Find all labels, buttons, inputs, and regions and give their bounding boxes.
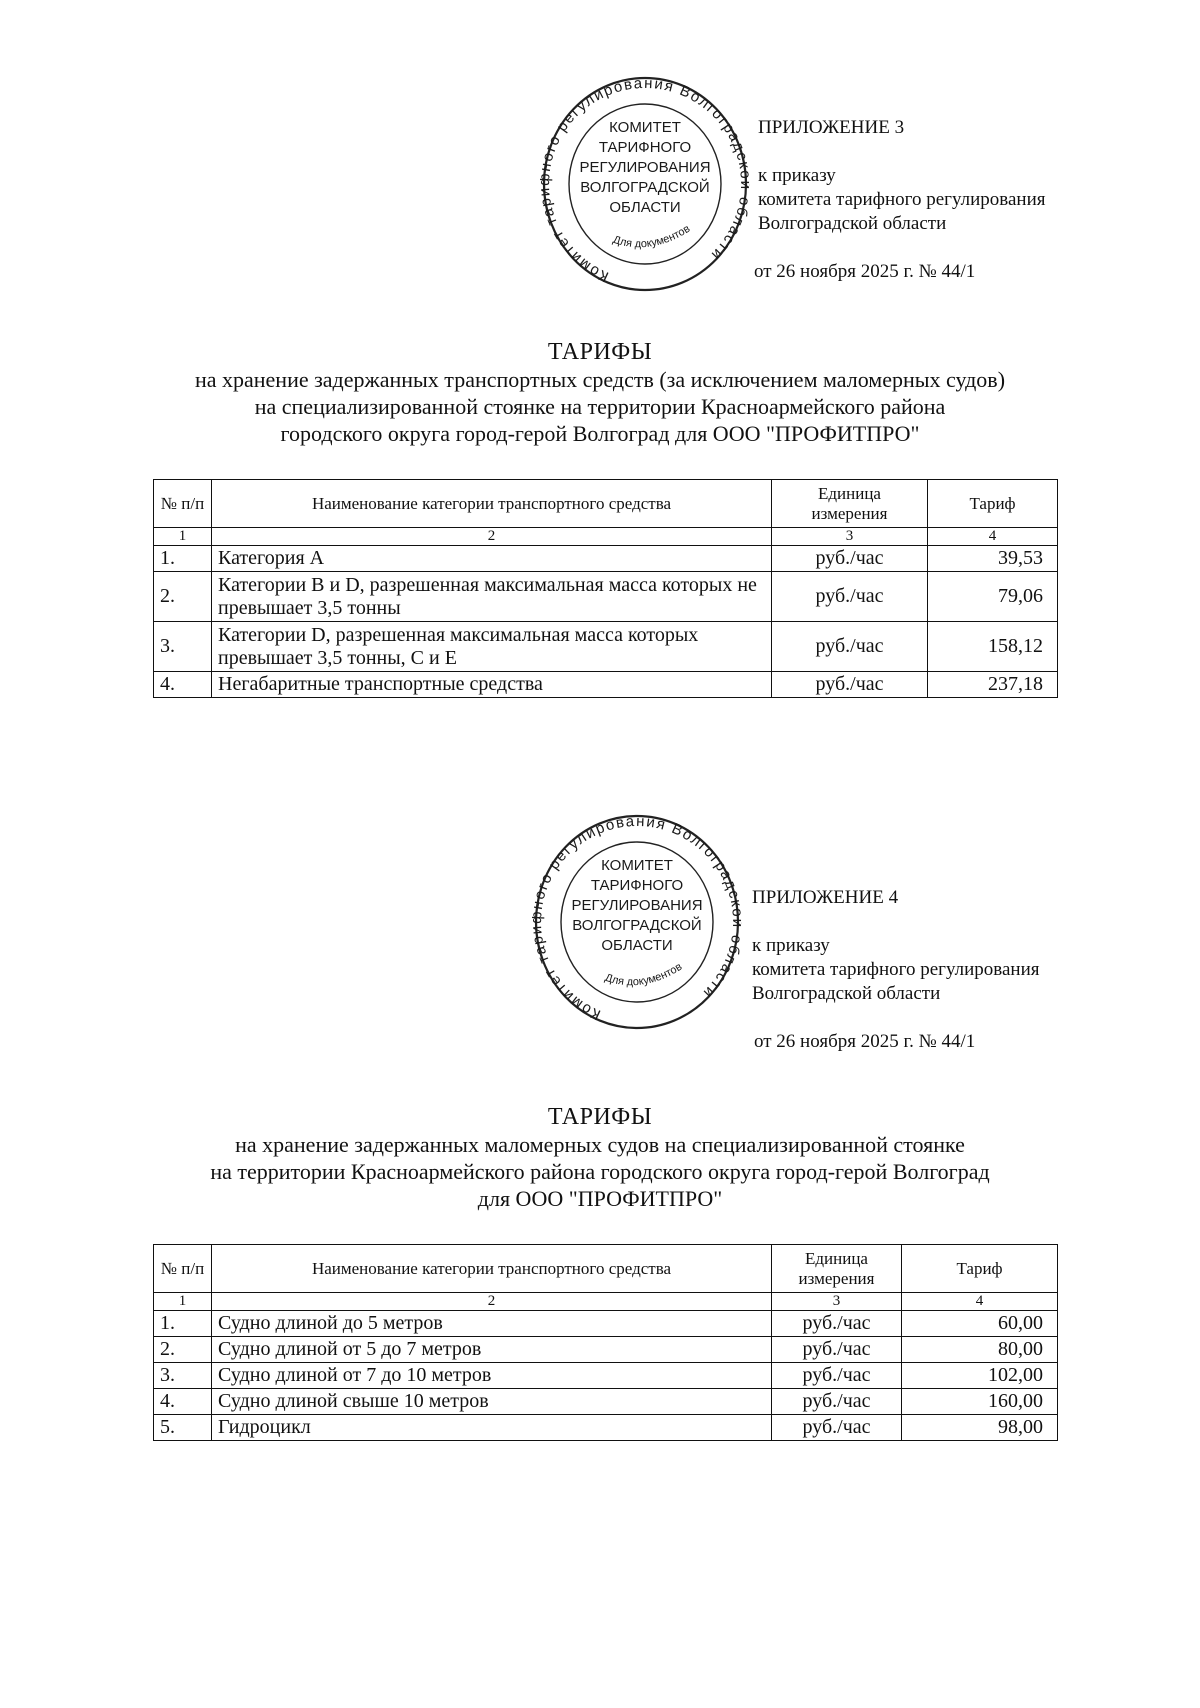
table-row: [154, 1415, 1058, 1441]
row-number: 1.: [154, 546, 212, 572]
column-index: 1: [154, 528, 212, 546]
column-index: 4: [902, 1293, 1058, 1311]
column-index: 3: [772, 1293, 902, 1311]
document-subtitle-line: городского округа город-герой Волгоград для ООО "ПРОФИТПРО": [280, 421, 920, 446]
appendix-label: ПРИЛОЖЕНИЕ 3: [758, 117, 905, 138]
appendix-date: от 26 ноября 2025 г. № 44/1: [754, 261, 976, 282]
seal-center-line: ТАРИФНОГО: [590, 877, 684, 894]
document-title-block: [0, 1103, 1200, 1212]
row-category: Негабаритные транспортные средства: [212, 672, 772, 698]
row-unit: руб./час: [772, 622, 928, 672]
seal-bottom-text: Для документов: [611, 222, 693, 251]
official-seal-stamp: [540, 72, 750, 294]
document-subtitle-line: на хранение задержанных транспортных средств (за исключением маломерных судов): [194, 367, 1006, 392]
row-unit: руб./час: [772, 1311, 902, 1337]
row-number: 2.: [154, 572, 212, 622]
column-index: 1: [154, 1293, 212, 1311]
row-number: 2.: [154, 1337, 212, 1363]
tariff-table: [153, 479, 1058, 698]
row-tariff: 98,00: [902, 1415, 1058, 1441]
table-header-row: [154, 1245, 1058, 1293]
appendix-to-order: к приказу: [752, 935, 830, 956]
seal-center-line: ТАРИФНОГО: [598, 139, 692, 156]
seal-ring-text: Комитет та ого регулирования Волгоградс бласти: [540, 74, 750, 286]
document-subtitle-line: для ООО "ПРОФИТПРО": [477, 1186, 723, 1211]
row-unit: руб./час: [772, 1415, 902, 1441]
document-title-block: [0, 338, 1200, 447]
row-number: 3.: [154, 1363, 212, 1389]
seal-center-line: ОБЛАСТИ: [601, 937, 673, 954]
row-unit: руб./час: [772, 1363, 902, 1389]
document-title: ТАРИФЫ: [547, 339, 653, 365]
row-unit: руб./час: [772, 672, 928, 698]
row-unit: руб./час: [772, 572, 928, 622]
table-row: [154, 1311, 1058, 1337]
row-number: 1.: [154, 1311, 212, 1337]
table-row: [154, 622, 1058, 672]
row-number: 5.: [154, 1415, 212, 1441]
table-row: [154, 546, 1058, 572]
column-header: Наименование категории транспортного средства: [212, 480, 772, 528]
appendix-committee-line: Волгоградской области: [752, 983, 941, 1004]
seal-center-line: РЕГУЛИРОВАНИЯ: [571, 897, 703, 914]
column-index: 3: [772, 528, 928, 546]
column-header: Наименование категории транспортного средства: [212, 1245, 772, 1293]
table-header-row: [154, 480, 1058, 528]
seal-bottom-text: Для документов: [603, 960, 685, 989]
table-index-row: [154, 1293, 1058, 1311]
document-subtitle-line: на территории Красноармейского района городского округа город-герой Волгоград: [210, 1159, 990, 1184]
table-row: [154, 1389, 1058, 1415]
table-row: [154, 672, 1058, 698]
column-index: 4: [928, 528, 1058, 546]
seal-center-line: КОМИТЕТ: [609, 119, 681, 136]
appendix-to-order: к приказу: [758, 165, 836, 186]
seal-center-line: ОБЛАСТИ: [609, 199, 681, 216]
row-tariff: 237,18: [928, 672, 1058, 698]
row-tariff: 160,00: [902, 1389, 1058, 1415]
svg-text:Для документов: [611, 223, 692, 251]
seal-ring-text: Комитет та ого регулирования Волгоградс бласти: [532, 812, 742, 1024]
row-category: Категория А: [212, 546, 772, 572]
row-tariff: 79,06: [928, 572, 1058, 622]
document-title: ТАРИФЫ: [547, 1104, 653, 1130]
column-header: № п/п: [154, 480, 212, 528]
row-category: Судно длиной свыше 10 метров: [212, 1389, 772, 1415]
row-category: Судно длиной от 5 до 7 метров: [212, 1337, 772, 1363]
row-category: Категории D, разрешенная максимальная масса которых превышает 3,5 тонны, C и E: [212, 622, 772, 672]
column-header: № п/п: [154, 1245, 212, 1293]
column-header: Тариф: [928, 480, 1058, 528]
appendix-committee-line: комитета тарифного регулирования: [752, 959, 1040, 980]
row-unit: руб./час: [772, 1389, 902, 1415]
table-row: [154, 572, 1058, 622]
column-index: 2: [212, 1293, 772, 1311]
row-unit: руб./час: [772, 1337, 902, 1363]
row-number: 3.: [154, 622, 212, 672]
seal-center-line: РЕГУЛИРОВАНИЯ: [579, 159, 711, 176]
seal-center-line: ВОЛГОГРАДСКОЙ: [572, 917, 702, 934]
row-tariff: 158,12: [928, 622, 1058, 672]
row-number: 4.: [154, 672, 212, 698]
column-header: Тариф: [902, 1245, 1058, 1293]
table-index-row: [154, 528, 1058, 546]
row-category: Гидроцикл: [212, 1415, 772, 1441]
row-unit: руб./час: [772, 546, 928, 572]
row-category: Судно длиной до 5 метров: [212, 1311, 772, 1337]
column-index: 2: [212, 528, 772, 546]
document-subtitle-line: на специализированной стоянке на территории Красноармейского района: [254, 394, 946, 419]
appendix-date: от 26 ноября 2025 г. № 44/1: [754, 1031, 976, 1052]
seal-center-line: ВОЛГОГРАДСКОЙ: [580, 179, 710, 196]
appendix-committee-line: Волгоградской области: [758, 213, 947, 234]
column-header: Единица измерения: [772, 480, 928, 528]
svg-text:Для документов: [603, 961, 684, 989]
document-subtitle-line: на хранение задержанных маломерных судов на специализированной стоянке: [235, 1132, 965, 1157]
row-tariff: 39,53: [928, 546, 1058, 572]
appendix-committee-line: комитета тарифного регулирования: [758, 189, 1046, 210]
row-category: Судно длиной от 7 до 10 метров: [212, 1363, 772, 1389]
row-tariff: 102,00: [902, 1363, 1058, 1389]
table-row: [154, 1363, 1058, 1389]
row-tariff: 80,00: [902, 1337, 1058, 1363]
column-header: Единица измерения: [772, 1245, 902, 1293]
row-tariff: 60,00: [902, 1311, 1058, 1337]
official-seal-stamp: [532, 810, 742, 1032]
table-row: [154, 1337, 1058, 1363]
row-number: 4.: [154, 1389, 212, 1415]
seal-center-line: КОМИТЕТ: [601, 857, 673, 874]
appendix-label: ПРИЛОЖЕНИЕ 4: [752, 887, 899, 908]
row-category: Категории B и D, разрешенная максимальная масса которых не превышает 3,5 тонны: [212, 572, 772, 622]
tariff-table: [153, 1244, 1058, 1441]
